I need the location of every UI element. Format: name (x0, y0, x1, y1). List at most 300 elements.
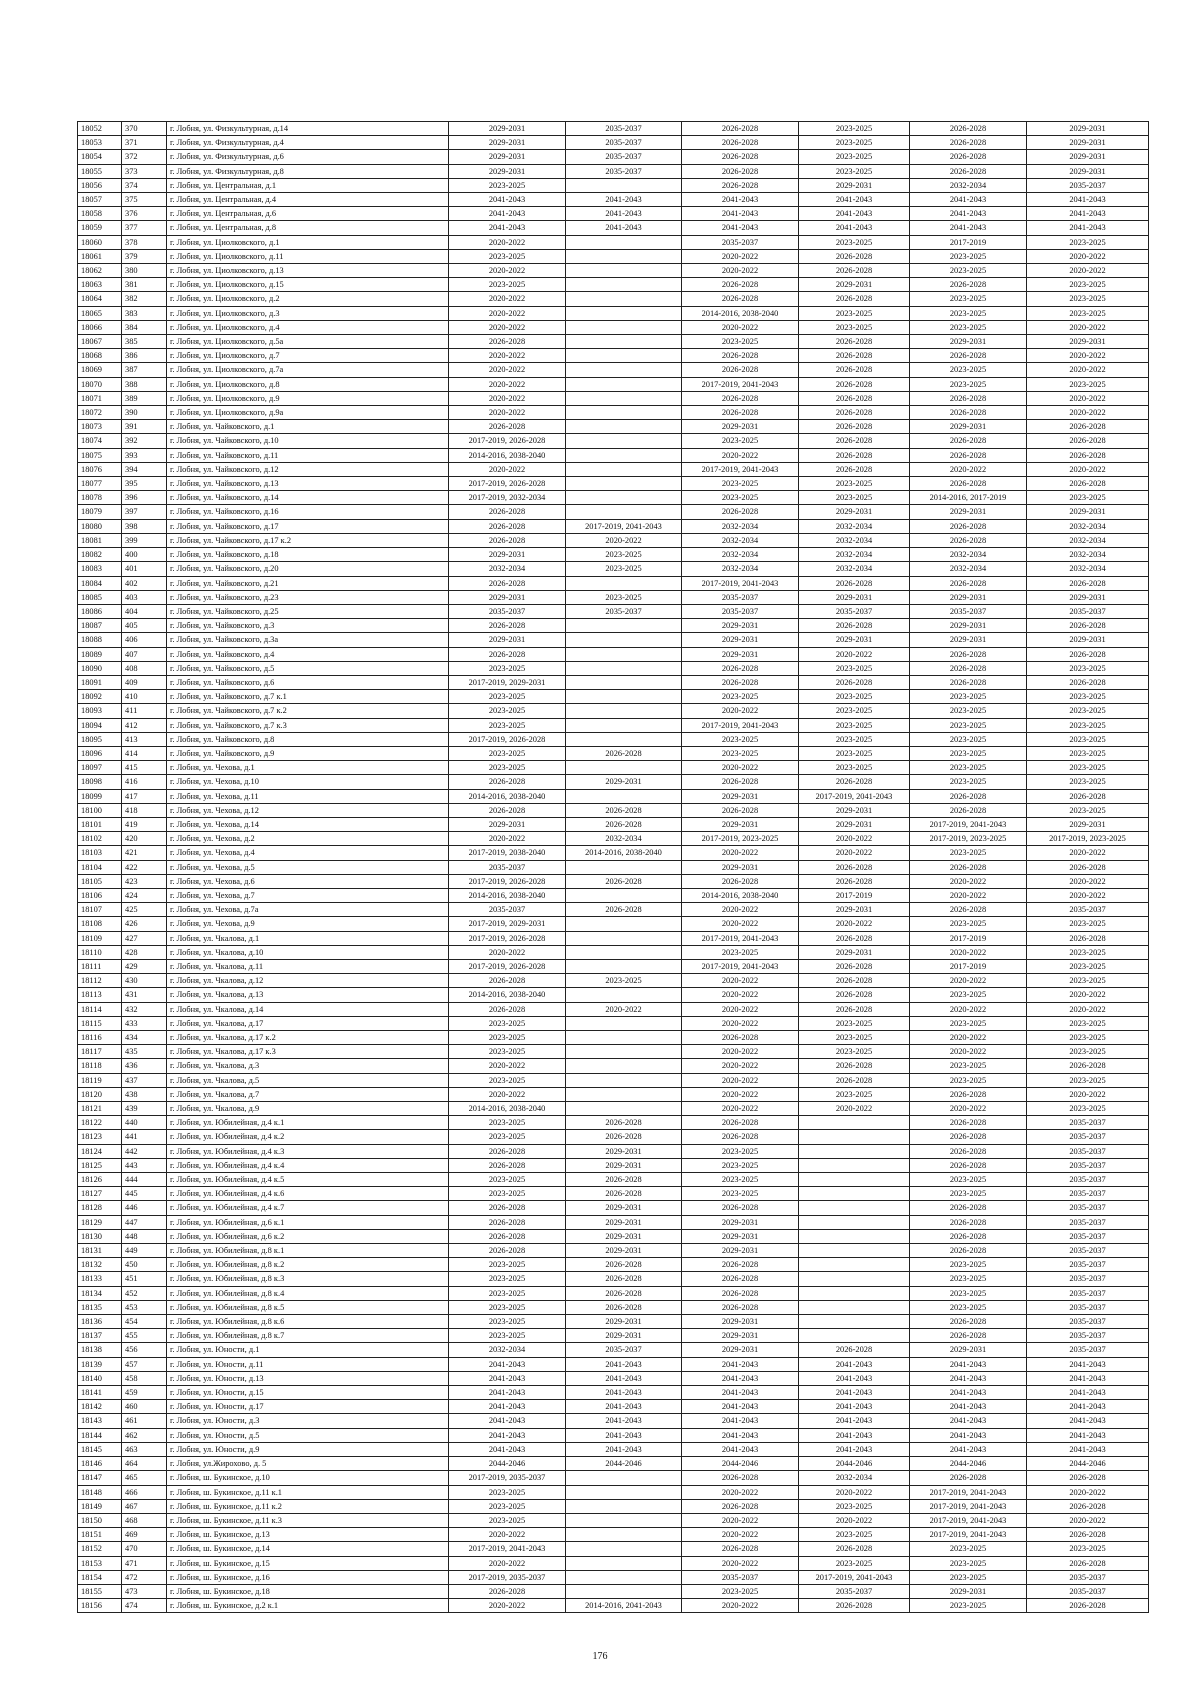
record-id-cell: 18107 (78, 903, 122, 917)
period-cell: 2041-2043 (449, 1442, 566, 1456)
period-cell (799, 1158, 910, 1172)
period-cell: 2020-2022 (449, 292, 566, 306)
row-number-cell: 379 (122, 249, 167, 263)
period-cell: 2041-2043 (682, 1442, 799, 1456)
address-cell: г. Лобня, ул. Чкалова, д.9 (167, 1102, 449, 1116)
period-cell: 2035-2037 (1027, 1116, 1149, 1130)
period-cell: 2023-2025 (449, 1485, 566, 1499)
row-number-cell: 465 (122, 1471, 167, 1485)
address-cell: г. Лобня, ул. Чайковского, д.7 к.3 (167, 718, 449, 732)
row-number-cell: 389 (122, 391, 167, 405)
period-cell: 2035-2037 (566, 150, 682, 164)
record-id-cell: 18099 (78, 789, 122, 803)
record-id-cell: 18070 (78, 377, 122, 391)
period-cell: 2023-2025 (1027, 491, 1149, 505)
period-cell: 2020-2022 (910, 888, 1027, 902)
period-cell: 2029-2031 (682, 1343, 799, 1357)
record-id-cell: 18061 (78, 249, 122, 263)
address-cell: г. Лобня, ул. Центральная, д.4 (167, 193, 449, 207)
period-cell: 2026-2028 (1027, 448, 1149, 462)
address-cell: г. Лобня, ул. Центральная, д.6 (167, 207, 449, 221)
period-cell (799, 1315, 910, 1329)
address-cell: г. Лобня, ул. Центральная, д.1 (167, 178, 449, 192)
period-cell: 2023-2025 (910, 1258, 1027, 1272)
row-number-cell: 400 (122, 548, 167, 562)
period-cell: 2023-2025 (682, 945, 799, 959)
table-row (78, 1513, 1149, 1527)
period-cell: 2026-2028 (682, 1542, 799, 1556)
table-row (78, 1371, 1149, 1385)
period-cell: 2041-2043 (566, 1428, 682, 1442)
record-id-cell: 18122 (78, 1116, 122, 1130)
period-cell: 2023-2025 (449, 718, 566, 732)
address-cell: г. Лобня, ул. Чайковского, д.3 (167, 619, 449, 633)
record-id-cell: 18146 (78, 1457, 122, 1471)
period-cell: 2023-2025 (799, 746, 910, 760)
period-cell: 2026-2028 (682, 1130, 799, 1144)
row-number-cell: 381 (122, 278, 167, 292)
record-id-cell: 18121 (78, 1102, 122, 1116)
row-number-cell: 377 (122, 221, 167, 235)
period-cell: 2026-2028 (566, 903, 682, 917)
record-id-cell: 18056 (78, 178, 122, 192)
period-cell: 2026-2028 (566, 874, 682, 888)
row-number-cell: 429 (122, 959, 167, 973)
period-cell: 2023-2025 (1027, 377, 1149, 391)
table-row (78, 1329, 1149, 1343)
row-number-cell: 398 (122, 519, 167, 533)
address-cell: г. Лобня, ш. Букинское, д.13 (167, 1528, 449, 1542)
record-id-cell: 18104 (78, 860, 122, 874)
period-cell: 2020-2022 (910, 1002, 1027, 1016)
row-number-cell: 413 (122, 732, 167, 746)
period-cell: 2026-2028 (682, 122, 799, 136)
table-row (78, 178, 1149, 192)
address-cell: г. Лобня, ул. Чайковского, д.20 (167, 562, 449, 576)
table-row (78, 959, 1149, 973)
period-cell: 2029-2031 (799, 590, 910, 604)
period-cell: 2035-2037 (1027, 1201, 1149, 1215)
table-row (78, 1059, 1149, 1073)
row-number-cell: 383 (122, 306, 167, 320)
address-cell: г. Лобня, ул. Чехова, д.1 (167, 761, 449, 775)
period-cell: 2026-2028 (910, 1158, 1027, 1172)
period-cell: 2023-2025 (1027, 803, 1149, 817)
period-cell: 2023-2025 (449, 690, 566, 704)
period-cell: 2026-2028 (799, 264, 910, 278)
period-cell: 2029-2031 (449, 150, 566, 164)
period-cell (566, 434, 682, 448)
record-id-cell: 18123 (78, 1130, 122, 1144)
table-row (78, 363, 1149, 377)
period-cell: 2020-2022 (799, 832, 910, 846)
period-cell: 2023-2025 (910, 718, 1027, 732)
period-cell: 2041-2043 (799, 1357, 910, 1371)
period-cell: 2020-2022 (1027, 1002, 1149, 1016)
period-cell: 2020-2022 (799, 846, 910, 860)
period-cell: 2026-2028 (449, 1244, 566, 1258)
row-number-cell: 430 (122, 974, 167, 988)
period-cell (566, 292, 682, 306)
period-cell: 2029-2031 (682, 420, 799, 434)
period-cell: 2023-2025 (910, 704, 1027, 718)
row-number-cell: 418 (122, 803, 167, 817)
period-cell: 2032-2034 (449, 1343, 566, 1357)
period-cell: 2029-2031 (566, 1158, 682, 1172)
period-cell: 2023-2025 (910, 746, 1027, 760)
table-row (78, 1386, 1149, 1400)
period-cell: 2026-2028 (566, 1173, 682, 1187)
period-cell: 2035-2037 (566, 164, 682, 178)
address-cell: г. Лобня, ул. Чайковского, д.14 (167, 491, 449, 505)
period-cell (799, 1173, 910, 1187)
period-cell: 2023-2025 (449, 249, 566, 263)
period-cell: 2029-2031 (449, 817, 566, 831)
address-cell: г. Лобня, ул. Чкалова, д.10 (167, 945, 449, 959)
period-cell: 2026-2028 (1027, 1528, 1149, 1542)
period-cell: 2041-2043 (682, 1386, 799, 1400)
table-row (78, 1244, 1149, 1258)
period-cell: 2014-2016, 2038-2040 (449, 1102, 566, 1116)
record-id-cell: 18119 (78, 1073, 122, 1087)
period-cell: 2023-2025 (1027, 1031, 1149, 1045)
period-cell: 2026-2028 (910, 164, 1027, 178)
period-cell: 2041-2043 (799, 207, 910, 221)
period-cell: 2023-2025 (799, 761, 910, 775)
period-cell (566, 377, 682, 391)
period-cell: 2017-2019, 2023-2025 (682, 832, 799, 846)
table-row (78, 1499, 1149, 1513)
row-number-cell: 397 (122, 505, 167, 519)
period-cell: 2035-2037 (910, 604, 1027, 618)
address-cell: г. Лобня, ул. Чайковского, д.17 (167, 519, 449, 533)
period-cell: 2026-2028 (682, 1499, 799, 1513)
table-row (78, 846, 1149, 860)
period-cell: 2023-2025 (682, 1187, 799, 1201)
period-cell (799, 1272, 910, 1286)
period-cell: 2017-2019, 2041-2043 (682, 462, 799, 476)
period-cell: 2026-2028 (682, 278, 799, 292)
record-id-cell: 18098 (78, 775, 122, 789)
record-id-cell: 18066 (78, 320, 122, 334)
period-cell: 2023-2025 (910, 846, 1027, 860)
record-id-cell: 18147 (78, 1471, 122, 1485)
row-number-cell: 426 (122, 917, 167, 931)
row-number-cell: 451 (122, 1272, 167, 1286)
period-cell: 2023-2025 (1027, 704, 1149, 718)
period-cell: 2026-2028 (682, 1258, 799, 1272)
address-cell: г. Лобня, ул. Юбилейная, д.6 к.2 (167, 1229, 449, 1243)
row-number-cell: 401 (122, 562, 167, 576)
period-cell: 2041-2043 (910, 1414, 1027, 1428)
period-cell: 2032-2034 (910, 178, 1027, 192)
period-cell: 2020-2022 (682, 448, 799, 462)
period-cell: 2041-2043 (449, 1428, 566, 1442)
period-cell: 2035-2037 (566, 136, 682, 150)
period-cell: 2035-2037 (449, 860, 566, 874)
period-cell (566, 704, 682, 718)
row-number-cell: 450 (122, 1258, 167, 1272)
period-cell: 2029-2031 (799, 903, 910, 917)
period-cell: 2026-2028 (799, 420, 910, 434)
period-cell: 2014-2016, 2038-2040 (566, 846, 682, 860)
table-row (78, 1428, 1149, 1442)
period-cell: 2017-2019 (799, 888, 910, 902)
period-cell: 2029-2031 (449, 633, 566, 647)
table-row (78, 675, 1149, 689)
period-cell: 2023-2025 (910, 1073, 1027, 1087)
row-number-cell: 410 (122, 690, 167, 704)
period-cell: 2026-2028 (910, 1144, 1027, 1158)
period-cell: 2041-2043 (1027, 1371, 1149, 1385)
period-cell: 2026-2028 (910, 477, 1027, 491)
record-id-cell: 18100 (78, 803, 122, 817)
row-number-cell: 442 (122, 1144, 167, 1158)
period-cell: 2026-2028 (799, 406, 910, 420)
period-cell: 2020-2022 (682, 761, 799, 775)
period-cell (799, 1116, 910, 1130)
period-cell: 2023-2025 (799, 235, 910, 249)
period-cell (566, 633, 682, 647)
period-cell: 2020-2022 (449, 1059, 566, 1073)
period-cell: 2035-2037 (1027, 1315, 1149, 1329)
address-cell: г. Лобня, ш. Букинское, д.11 к.3 (167, 1513, 449, 1527)
record-id-cell: 18125 (78, 1158, 122, 1172)
period-cell: 2029-2031 (682, 633, 799, 647)
period-cell: 2026-2028 (1027, 789, 1149, 803)
period-cell: 2023-2025 (1027, 746, 1149, 760)
period-cell: 2020-2022 (682, 917, 799, 931)
period-cell (566, 959, 682, 973)
record-id-cell: 18152 (78, 1542, 122, 1556)
period-cell: 2035-2037 (1027, 604, 1149, 618)
period-cell: 2026-2028 (682, 150, 799, 164)
period-cell: 2041-2043 (910, 1357, 1027, 1371)
period-cell: 2041-2043 (1027, 193, 1149, 207)
period-cell: 2017-2019, 2041-2043 (799, 1570, 910, 1584)
period-cell: 2029-2031 (910, 335, 1027, 349)
period-cell: 2023-2025 (910, 306, 1027, 320)
period-cell: 2026-2028 (910, 1315, 1027, 1329)
period-cell: 2029-2031 (682, 1215, 799, 1229)
period-cell: 2020-2022 (449, 1556, 566, 1570)
period-cell: 2041-2043 (682, 1428, 799, 1442)
period-cell: 2023-2025 (449, 1499, 566, 1513)
table-row (78, 1442, 1149, 1456)
period-cell: 2026-2028 (682, 1300, 799, 1314)
period-cell: 2020-2022 (449, 406, 566, 420)
table-row (78, 1343, 1149, 1357)
period-cell: 2017-2019, 2029-2031 (449, 675, 566, 689)
table-row (78, 207, 1149, 221)
address-cell: г. Лобня, ул. Чайковского, д.1 (167, 420, 449, 434)
period-cell: 2017-2019, 2041-2043 (566, 519, 682, 533)
period-cell: 2017-2019, 2032-2034 (449, 491, 566, 505)
period-cell: 2020-2022 (682, 1002, 799, 1016)
period-cell: 2017-2019, 2041-2043 (682, 718, 799, 732)
address-cell: г. Лобня, ул. Юбилейная, д.4 к.1 (167, 1116, 449, 1130)
record-id-cell: 18053 (78, 136, 122, 150)
table-row (78, 1542, 1149, 1556)
period-cell: 2017-2019, 2035-2037 (449, 1471, 566, 1485)
period-cell: 2035-2037 (1027, 1343, 1149, 1357)
period-cell: 2020-2022 (682, 1599, 799, 1613)
address-cell: г. Лобня, ул. Циолковского, д.1 (167, 235, 449, 249)
period-cell: 2026-2028 (799, 860, 910, 874)
row-number-cell: 423 (122, 874, 167, 888)
period-cell: 2017-2019, 2041-2043 (449, 1542, 566, 1556)
table-row (78, 619, 1149, 633)
row-number-cell: 456 (122, 1343, 167, 1357)
period-cell (566, 349, 682, 363)
page-number: 176 (592, 1651, 608, 1662)
row-number-cell: 447 (122, 1215, 167, 1229)
table-row (78, 690, 1149, 704)
period-cell: 2020-2022 (682, 1528, 799, 1542)
period-cell (566, 406, 682, 420)
table-row (78, 1116, 1149, 1130)
period-cell: 2023-2025 (799, 1031, 910, 1045)
address-cell: г. Лобня, ул. Юбилейная, д.6 к.1 (167, 1215, 449, 1229)
period-cell: 2023-2025 (910, 1187, 1027, 1201)
period-cell: 2041-2043 (799, 1400, 910, 1414)
period-cell: 2023-2025 (1027, 306, 1149, 320)
table-row (78, 1570, 1149, 1584)
period-cell (566, 576, 682, 590)
table-row (78, 122, 1149, 136)
period-cell: 2026-2028 (682, 1201, 799, 1215)
record-id-cell: 18140 (78, 1371, 122, 1385)
period-cell: 2020-2022 (1027, 1087, 1149, 1101)
table-row (78, 661, 1149, 675)
record-id-cell: 18102 (78, 832, 122, 846)
address-cell: г. Лобня, ул. Чайковского, д.11 (167, 448, 449, 462)
period-cell: 2029-2031 (1027, 817, 1149, 831)
period-cell: 2026-2028 (799, 349, 910, 363)
table-row (78, 193, 1149, 207)
period-cell: 2026-2028 (682, 1286, 799, 1300)
period-cell: 2026-2028 (449, 775, 566, 789)
period-cell: 2029-2031 (1027, 335, 1149, 349)
period-cell: 2035-2037 (1027, 1272, 1149, 1286)
address-cell: г. Лобня, ул. Чехова, д.11 (167, 789, 449, 803)
row-number-cell: 460 (122, 1400, 167, 1414)
period-cell: 2029-2031 (449, 122, 566, 136)
period-cell: 2017-2019, 2026-2028 (449, 959, 566, 973)
row-number-cell: 421 (122, 846, 167, 860)
table-row (78, 278, 1149, 292)
address-cell: г. Лобня, ул. Чкалова, д.17 к.3 (167, 1045, 449, 1059)
address-cell: г. Лобня, ул. Чайковского, д.6 (167, 675, 449, 689)
period-cell: 2026-2028 (799, 1343, 910, 1357)
table-row (78, 917, 1149, 931)
period-cell: 2041-2043 (910, 1386, 1027, 1400)
period-cell: 2026-2028 (1027, 1556, 1149, 1570)
address-cell: г. Лобня, ул. Чехова, д.7 (167, 888, 449, 902)
table-row (78, 817, 1149, 831)
period-cell (566, 931, 682, 945)
period-cell: 2023-2025 (799, 164, 910, 178)
row-number-cell: 463 (122, 1442, 167, 1456)
address-cell: г. Лобня, ул. Циолковского, д.7а (167, 363, 449, 377)
period-cell: 2020-2022 (449, 1528, 566, 1542)
table-row (78, 264, 1149, 278)
period-cell: 2020-2022 (1027, 1513, 1149, 1527)
period-cell: 2023-2025 (449, 1116, 566, 1130)
period-cell: 2023-2025 (449, 761, 566, 775)
period-cell: 2023-2025 (449, 1045, 566, 1059)
period-cell: 2029-2031 (799, 505, 910, 519)
period-cell: 2023-2025 (1027, 1073, 1149, 1087)
record-id-cell: 18153 (78, 1556, 122, 1570)
record-id-cell: 18154 (78, 1570, 122, 1584)
table-row (78, 1556, 1149, 1570)
table-row (78, 789, 1149, 803)
period-cell: 2023-2025 (1027, 235, 1149, 249)
period-cell: 2041-2043 (799, 221, 910, 235)
period-cell: 2023-2025 (1027, 775, 1149, 789)
period-cell: 2017-2019, 2041-2043 (910, 817, 1027, 831)
period-cell (566, 647, 682, 661)
period-cell (566, 1471, 682, 1485)
period-cell: 2029-2031 (566, 1329, 682, 1343)
row-number-cell: 470 (122, 1542, 167, 1556)
period-cell: 2035-2037 (1027, 1570, 1149, 1584)
period-cell: 2026-2028 (682, 675, 799, 689)
period-cell: 2026-2028 (566, 1300, 682, 1314)
period-cell: 2026-2028 (799, 462, 910, 476)
period-cell (566, 690, 682, 704)
period-cell: 2020-2022 (799, 1485, 910, 1499)
record-id-cell: 18071 (78, 391, 122, 405)
record-id-cell: 18134 (78, 1286, 122, 1300)
address-cell: г. Лобня, ш. Букинское, д.2 к.1 (167, 1599, 449, 1613)
record-id-cell: 18059 (78, 221, 122, 235)
period-cell: 2023-2025 (910, 292, 1027, 306)
period-cell: 2023-2025 (682, 1584, 799, 1598)
address-cell: г. Лобня, ул. Физкультурная, д.14 (167, 122, 449, 136)
period-cell: 2032-2034 (799, 562, 910, 576)
table-row (78, 306, 1149, 320)
table-row (78, 1272, 1149, 1286)
row-number-cell: 380 (122, 264, 167, 278)
row-number-cell: 399 (122, 533, 167, 547)
period-cell: 2026-2028 (910, 789, 1027, 803)
period-cell: 2029-2031 (566, 1229, 682, 1243)
period-cell: 2026-2028 (799, 335, 910, 349)
address-cell: г. Лобня, ул. Циолковского, д.9 (167, 391, 449, 405)
record-id-cell: 18082 (78, 548, 122, 562)
period-cell: 2014-2016, 2038-2040 (449, 789, 566, 803)
table-row (78, 164, 1149, 178)
period-cell: 2026-2028 (799, 931, 910, 945)
period-cell: 2023-2025 (910, 1016, 1027, 1030)
period-cell: 2023-2025 (682, 477, 799, 491)
table-row (78, 1045, 1149, 1059)
row-number-cell: 370 (122, 122, 167, 136)
period-cell: 2041-2043 (566, 221, 682, 235)
period-cell: 2026-2028 (910, 533, 1027, 547)
period-cell: 2029-2031 (449, 590, 566, 604)
period-cell: 2020-2022 (449, 1599, 566, 1613)
period-cell: 2026-2028 (799, 974, 910, 988)
record-id-cell: 18092 (78, 690, 122, 704)
address-cell: г. Лобня, ул. Физкультурная, д.8 (167, 164, 449, 178)
address-cell: г. Лобня, ул. Чкалова, д.14 (167, 1002, 449, 1016)
row-number-cell: 425 (122, 903, 167, 917)
period-cell: 2023-2025 (799, 1528, 910, 1542)
period-cell: 2026-2028 (910, 150, 1027, 164)
